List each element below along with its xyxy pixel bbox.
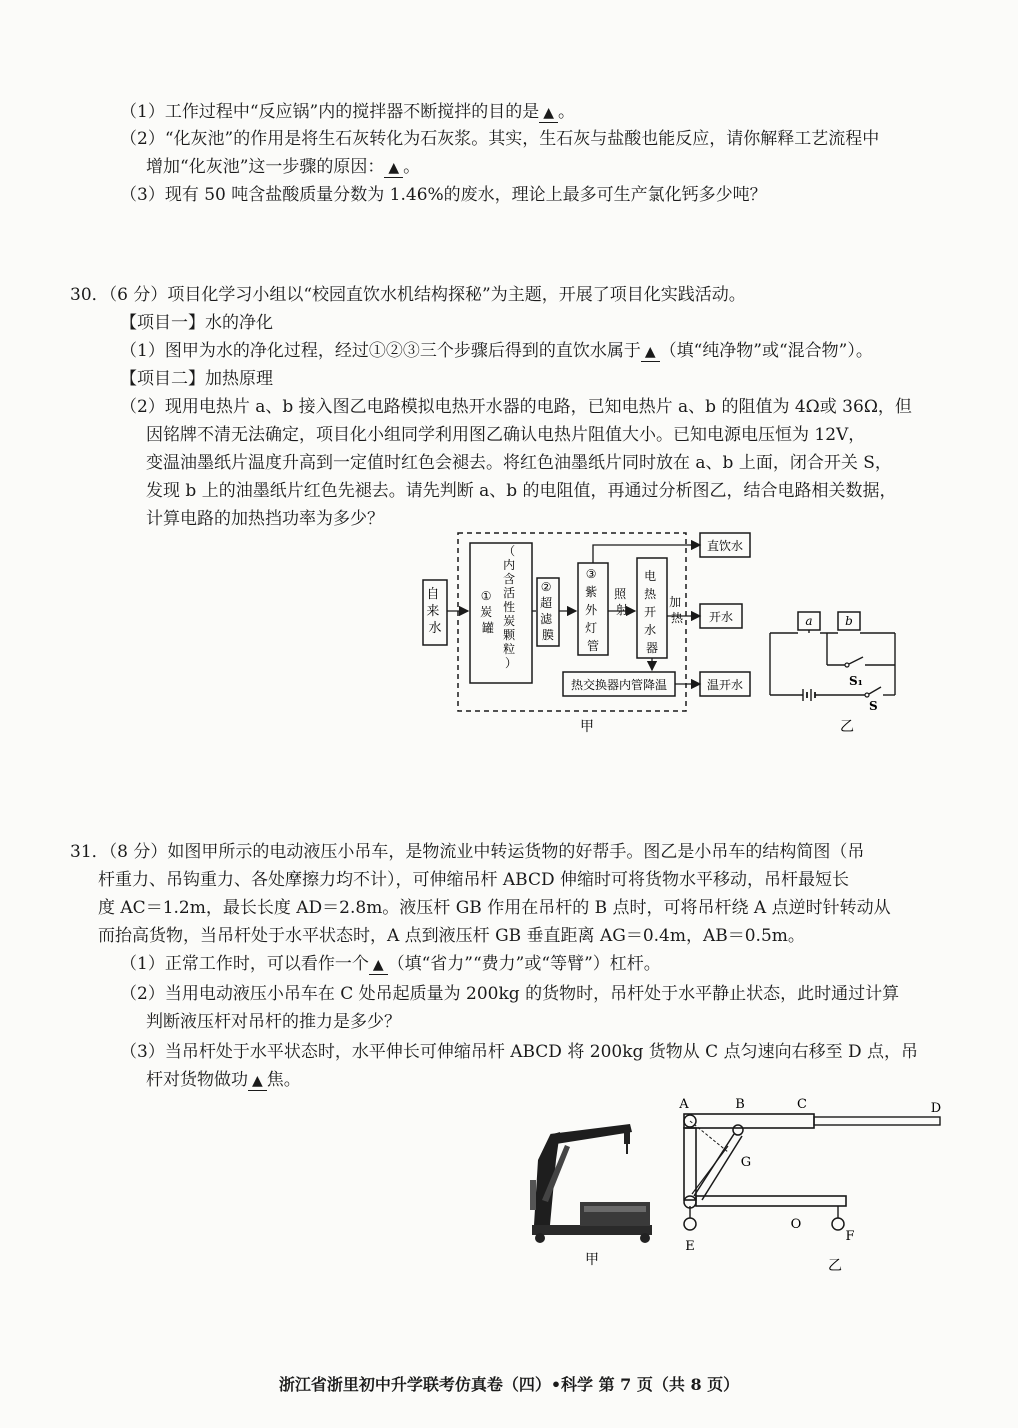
answer-blank: ▲: [248, 1071, 267, 1091]
figure-yi-caption: 乙: [840, 719, 854, 735]
q30-project1: 【项目一】水的净化: [120, 313, 273, 333]
heater-b-label: b: [845, 614, 853, 628]
tap-water-label: 自 来 水: [426, 587, 442, 636]
crane-structure-caption: 乙: [828, 1258, 842, 1274]
q30-project2: 【项目二】加热原理: [120, 369, 273, 389]
boiling-water-label: 开水: [708, 610, 734, 624]
q29-part1: （1）工作过程中“反应锅”内的搅拌器不断搅拌的目的是 ▲ 。: [120, 102, 575, 122]
drinking-water-label: 直饮水: [706, 539, 744, 553]
q31-part2-line2: 判断液压杆对吊杆的推力是多少？: [146, 1012, 401, 1032]
q30-part2-line4: 发现 b 上的油墨纸片红色先褪去。请先判断 a、b 的电阻值，再通过分析图乙，结合电路相关数据，: [146, 481, 897, 501]
point-a-label: A: [679, 1097, 689, 1112]
q31-part2-line1: （2）当用电动液压小吊车在 C 处吊起质量为 200kg 的货物时，吊杆处于水平静止状态，此时通过计算: [120, 984, 900, 1004]
warm-water-label: 温开水: [706, 678, 744, 692]
point-g-label: G: [740, 1155, 752, 1170]
heat-exchanger-label: 热交换器内管降温: [570, 678, 668, 692]
point-b-label: B: [735, 1097, 745, 1112]
q30-part2-line3: 变温油墨纸片温度升高到一定值时红色会褪去。将红色油墨纸片同时放在 a、b 上面，闭合开关 S，: [146, 453, 892, 473]
uv-lamp-label: ③ 紫 外 灯 管: [585, 567, 600, 653]
crane-photo: [520, 1120, 670, 1270]
answer-blank: ▲: [384, 158, 403, 178]
q30-part2-line2: 因铭牌不清无法确定，项目化小组同学利用图乙确认电热片阻值大小。已知电源电压恒为 12V，: [146, 425, 866, 445]
point-o-label: O: [790, 1217, 802, 1232]
electric-heater-label: 电 热 开 水 器: [644, 569, 659, 655]
crane-structure-diagram: [670, 1090, 960, 1280]
point-d-label: D: [930, 1101, 942, 1116]
heater-a-label: a: [805, 614, 813, 628]
point-e-label: E: [685, 1239, 695, 1254]
answer-blank: ▲: [539, 103, 558, 123]
q29-part2-line2: 增加“化灰池”这一步骤的原因： ▲ 。: [146, 157, 421, 177]
answer-blank: ▲: [641, 342, 660, 362]
q31-part3-line2: 杆对货物做功 ▲ 焦。: [146, 1070, 301, 1090]
water-purification-diagram: [415, 528, 760, 738]
point-f-label: F: [845, 1229, 855, 1244]
q31-line1: 31．（8 分）如图甲所示的电动液压小吊车，是物流业中转运货物的好帮手。图乙是小吊车的结构简图（吊: [70, 842, 865, 862]
heater-circuit-diagram: [765, 605, 925, 735]
q31-part1: （1）正常工作时，可以看作一个 ▲ （填“省力”“费力”或“等臂”）杠杆。: [120, 954, 661, 974]
irradiate-label: 照 射: [614, 587, 629, 617]
q29-part3: （3）现有 50 吨含盐酸质量分数为 1.46%的废水，理论上最多可生产氯化钙多少吨？: [120, 185, 767, 205]
q31-line2: 杆重力、吊钩重力、各处摩擦力均不计），可伸缩吊杆 ABCD 伸缩时可将货物水平移动，吊杆最短长: [98, 870, 850, 890]
carbon-tank-name: ① 炭 罐: [480, 589, 495, 635]
switch-s-label: S: [869, 699, 878, 713]
figure-jia-caption: 甲: [580, 719, 594, 735]
heating-label: 加 热: [669, 595, 684, 625]
q31-part3-line1: （3）当吊杆处于水平状态时，水平伸长可伸缩吊杆 ABCD 将 200kg 货物从 C 点匀速向右移至 D 点，吊: [120, 1042, 919, 1062]
switch-s1-label: S₁: [849, 674, 863, 688]
page-footer: 浙江省浙里初中升学联考仿真卷（四）•科学 第 7 页（共 8 页）: [278, 1375, 740, 1394]
carbon-tank-note: （ 内 含 活 性 炭 颗 粒 ）: [503, 544, 518, 670]
q30-part1: （1）图甲为水的净化过程，经过①②③三个步骤后得到的直饮水属于 ▲ （填“纯净物”或“混合物”）。: [120, 341, 873, 361]
q30-part2-line1: （2）现用电热片 a、b 接入图乙电路模拟电热开水器的电路，已知电热片 a、b 的阻值为 4Ω或 36Ω，但: [120, 397, 912, 417]
q30-part2-line5: 计算电路的加热挡功率为多少？: [146, 509, 384, 529]
answer-blank: ▲: [369, 955, 388, 975]
crane-photo-caption: 甲: [585, 1252, 599, 1268]
q30-heading: 30．（6 分）项目化学习小组以“校园直饮水机结构探秘”为主题，开展了项目化实践活动。: [70, 285, 746, 305]
q29-part2-line1: （2）“化灰池”的作用是将生石灰转化为石灰浆。其实，生石灰与盐酸也能反应，请你解释工艺流程中: [120, 129, 880, 149]
q31-line3: 度 AC＝1.2m，最长长度 AD＝2.8m。液压杆 GB 作用在吊杆的 B 点时，可将吊杆绕 A 点逆时针转动从: [98, 898, 891, 918]
point-c-label: C: [797, 1097, 807, 1112]
q31-line4: 而抬高货物，当吊杆处于水平状态时，A 点到液压杆 GB 垂直距离 AG＝0.4m，AB＝0.5m。: [98, 926, 805, 946]
ultrafiltration-label: ② 超 滤 膜: [540, 580, 555, 642]
